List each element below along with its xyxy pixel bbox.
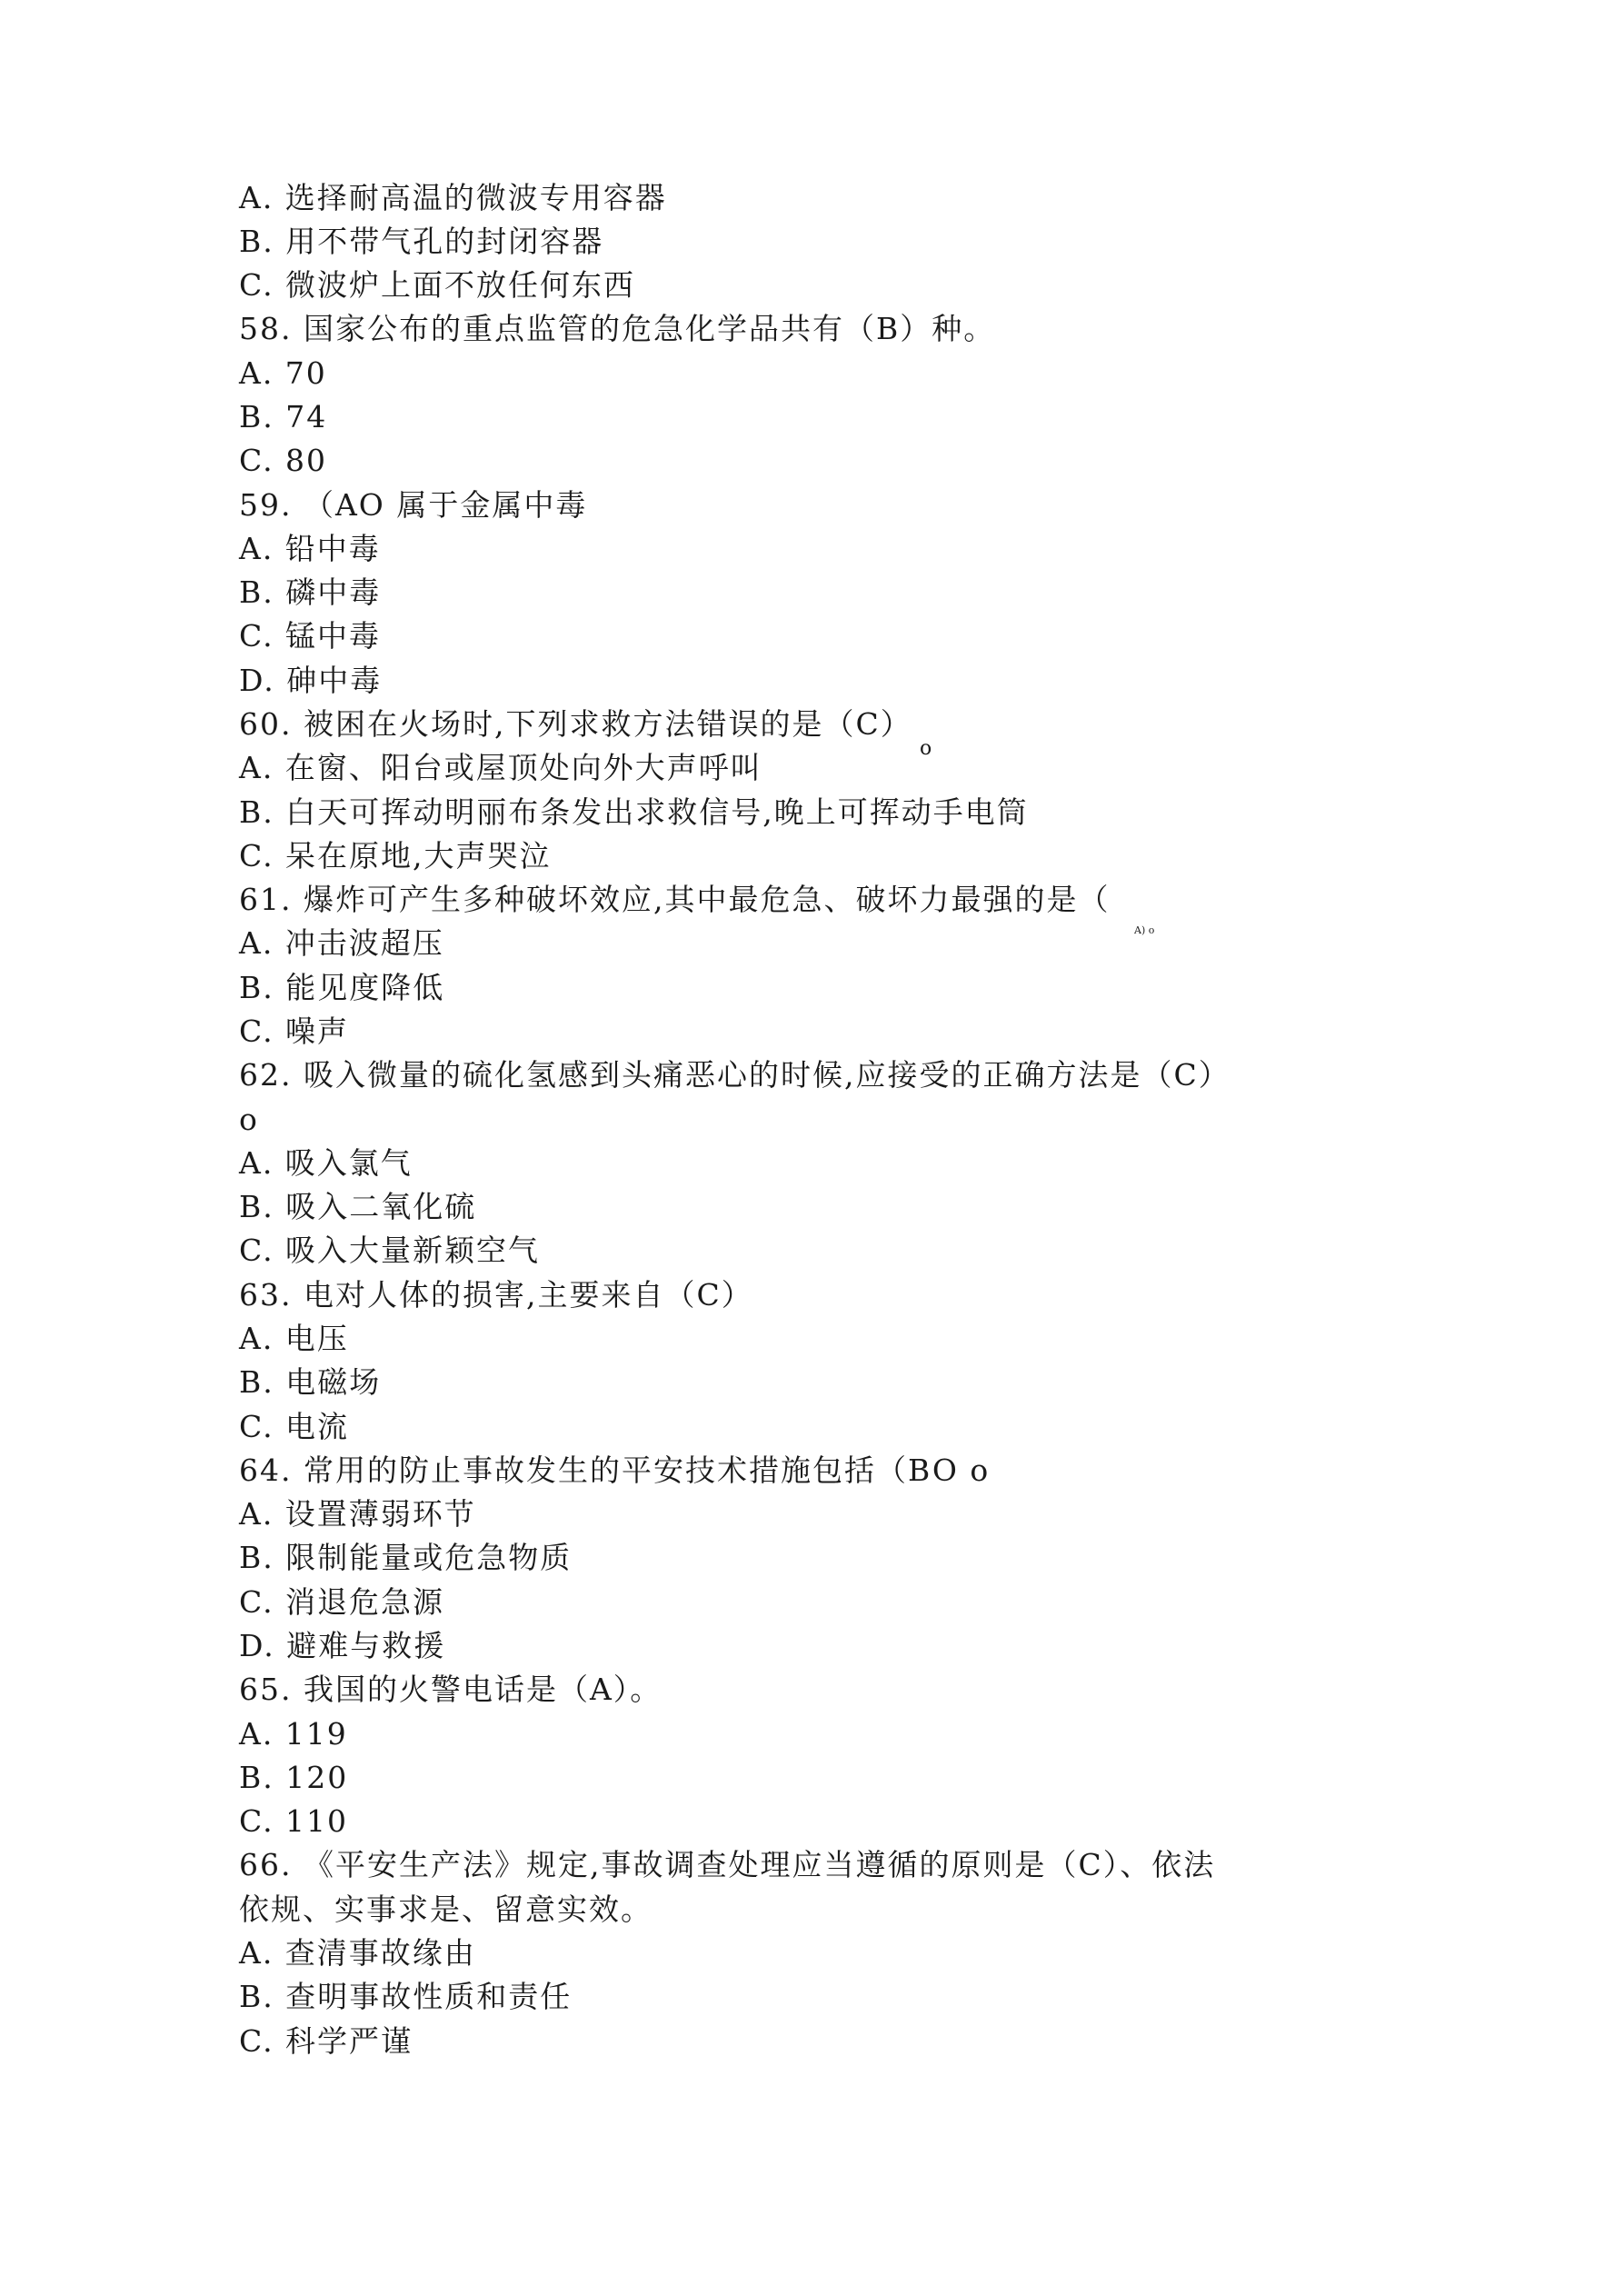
option-line: C. 110	[239, 1803, 349, 1839]
question-61-tail-mark: A) o	[1134, 924, 1155, 936]
option-line: A. 119	[239, 1716, 348, 1752]
option-line: A. 查清事故缘由	[239, 1935, 476, 1971]
option-line: C. 电流	[239, 1409, 350, 1444]
question-66-continuation: 依规、实事求是、留意实效。	[239, 1892, 653, 1927]
option-line: B. 电磁场	[239, 1364, 382, 1400]
question-59: 59. （AO 属于金属中毒	[239, 487, 588, 523]
question-66: 66. 《平安生产法》规定,事故调查处理应当遵循的原则是（C）、依法	[239, 1847, 1216, 1882]
option-line: C. 噪声	[239, 1013, 350, 1049]
option-line: D. 砷中毒	[239, 663, 383, 698]
option-line: B. 查明事故性质和责任	[239, 1979, 573, 2014]
question-61: 61. 爆炸可产生多种破坏效应,其中最危急、破坏力最强的是（	[239, 882, 1111, 917]
option-line: C. 吸入大量新颖空气	[239, 1233, 541, 1268]
option-line: C. 锰中毒	[239, 618, 382, 654]
question-62-continuation: o	[239, 1102, 259, 1137]
question-65: 65. 我国的火警电话是（A）。	[239, 1672, 663, 1707]
option-line: A. 在窗、阳台或屋顶处向外大声呼叫	[239, 750, 762, 785]
option-line: A. 选择耐高温的微波专用容器	[239, 180, 667, 215]
option-line: B. 磷中毒	[239, 574, 382, 610]
option-line: D. 避难与救援	[239, 1628, 446, 1663]
option-line: A. 冲击波超压	[239, 925, 444, 961]
option-line: A. 电压	[239, 1321, 349, 1356]
question-60-tail-mark: o	[920, 737, 932, 760]
option-line: A. 铅中毒	[239, 531, 381, 566]
option-line: B. 吸入二氧化硫	[239, 1189, 477, 1224]
option-line: C. 呆在原地,大声哭泣	[239, 838, 552, 873]
question-63: 63. 电对人体的损害,主要来自（C）	[239, 1277, 753, 1313]
option-line: B. 限制能量或危急物质	[239, 1540, 573, 1575]
option-line: B. 120	[239, 1760, 349, 1795]
question-60: 60. 被困在火场时,下列求救方法错误的是（C）	[239, 706, 912, 742]
question-58: 58. 国家公布的重点监管的危急化学品共有（B）种。	[239, 311, 996, 346]
option-line: C. 科学严谨	[239, 2023, 413, 2059]
option-line: C. 微波炉上面不放任何东西	[239, 267, 636, 303]
option-line: A. 70	[239, 355, 327, 391]
question-62: 62. 吸入微量的硫化氢感到头痛恶心的时候,应接受的正确方法是（C）	[239, 1057, 1230, 1093]
option-line: B. 能见度降低	[239, 970, 445, 1005]
option-line: B. 74	[239, 399, 328, 434]
question-64: 64. 常用的防止事故发生的平安技术措施包括（BO o	[239, 1452, 991, 1488]
option-line: C. 消退危急源	[239, 1584, 445, 1620]
option-line: B. 用不带气孔的封闭容器	[239, 224, 604, 259]
option-line: C. 80	[239, 443, 328, 478]
option-line: A. 设置薄弱环节	[239, 1496, 476, 1532]
option-line: B. 白天可挥动明丽布条发出求救信号,晚上可挥动手电筒	[239, 794, 1029, 830]
option-line: A. 吸入氯气	[239, 1145, 413, 1181]
